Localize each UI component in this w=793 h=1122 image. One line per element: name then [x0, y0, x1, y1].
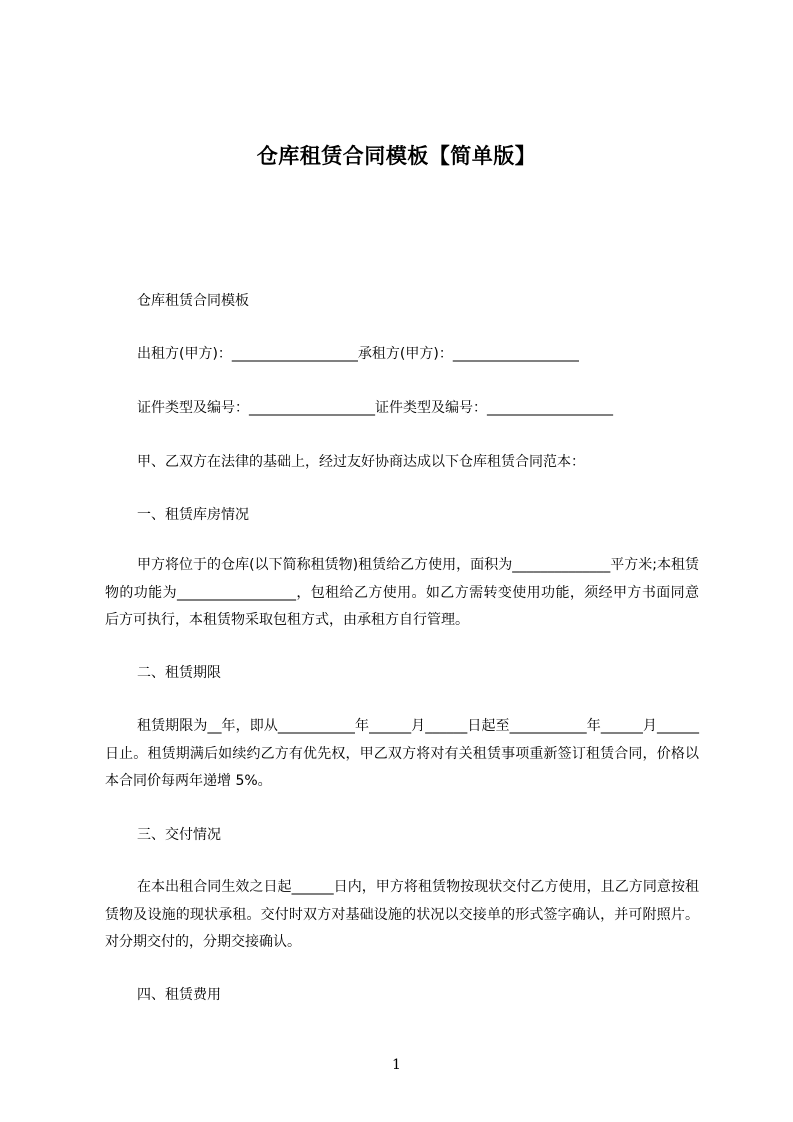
section-heading-4: 四、租赁费用	[137, 987, 221, 1003]
section-body-2: 租赁期限为__年，即从___________年______月______日起至___________年______月______日止。租赁期满后如续约乙方有优先权，甲乙双方将对有关租赁事项重新签订租赁合同，价格以本合同价每两年递增 5%。	[105, 718, 699, 789]
section-body-3: 在本出租合同生效之日起______日内，甲方将租赁物按现状交付乙方使用，且乙方同意按租赁物及设施的现状承租。交付时双方对基础设施的状况以交接单的形式签字确认，并可附照片。对分期交付的，分期交接确认。	[105, 879, 699, 950]
document-title: 仓库租赁合同模板【简单版】	[256, 144, 537, 168]
id-line: 证件类型及编号：__________________证件类型及编号：__________________	[137, 400, 613, 416]
parties-line: 出租方(甲方)：__________________承租方(甲方)：__________________	[137, 346, 579, 362]
section-heading-1: 一、租赁库房情况	[137, 507, 249, 523]
page-number: 1	[392, 1057, 401, 1073]
document-subtitle: 仓库租赁合同模板	[137, 293, 249, 309]
section-body-1: 甲方将位于的仓库(以下简称租赁物)租赁给乙方使用，面积为______________平方米;本租赁物的功能为_________________，包租给乙方使用。如乙方需转变使用功能，须经甲方书面同意后方可执行，本租赁物采取包租方式，由承租方自行管理。	[105, 557, 699, 628]
intro-paragraph: 甲、乙双方在法律的基础上，经过友好协商达成以下仓库租赁合同范本：	[137, 454, 585, 470]
section-heading-3: 三、交付情况	[137, 827, 221, 843]
section-heading-2: 二、租赁期限	[137, 665, 221, 681]
